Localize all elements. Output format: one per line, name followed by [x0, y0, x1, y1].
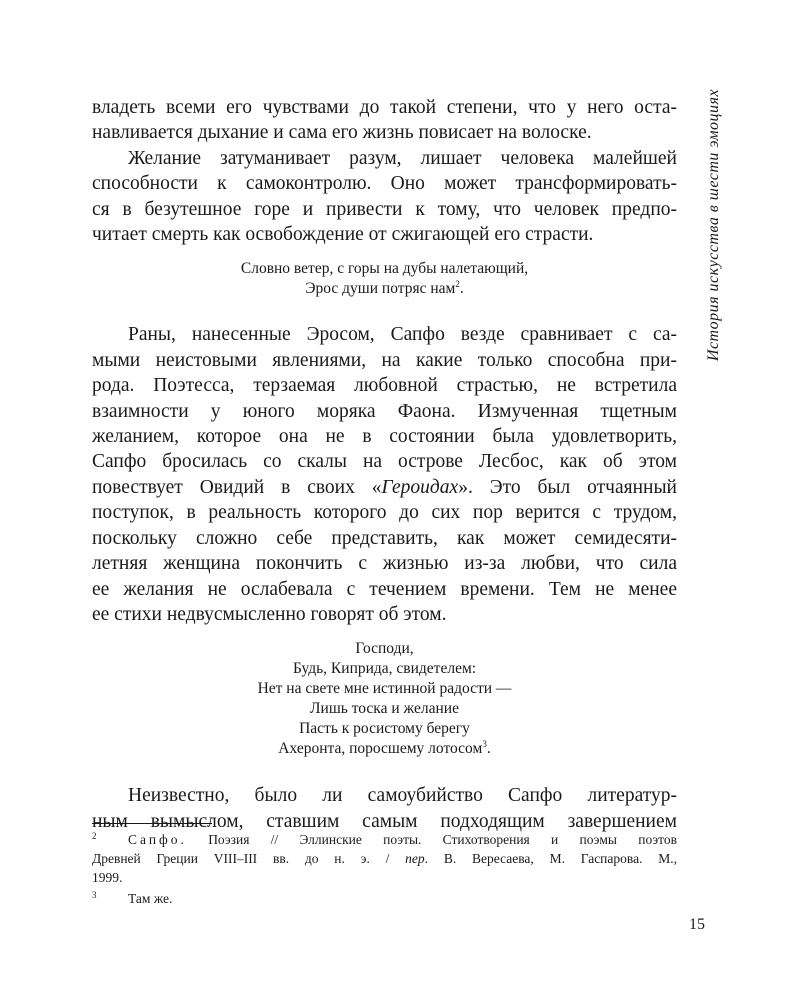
- verse-2: [92, 639, 677, 759]
- paragraph-1: [92, 95, 677, 146]
- text-line: ным вымыслом, ставшим самым подходящим завершением: [92, 810, 677, 832]
- running-head: [700, 88, 728, 362]
- verse-line: Ахеронта, поросшему лотосом$^3$.: [278, 739, 491, 758]
- text-line: ее стихи недвусмысленно говорят об этом.: [92, 603, 447, 625]
- text-line: Сапфо бросилась со скалы на острове Лесбос, как об этом: [92, 451, 677, 473]
- verse-line-text: Ахеронта, поросшему лотосом: [278, 740, 483, 758]
- text-line: Желание затуманивает разум, лишает человека малейшей: [128, 147, 677, 169]
- footnote-line: 1999.: [92, 870, 123, 885]
- footnote-divider: [92, 823, 212, 824]
- book-title: Героидах: [381, 476, 459, 498]
- main-text: [92, 95, 677, 834]
- verse-line: Эрос души потряс нам$^2$.: [305, 279, 464, 298]
- running-head-text: История искусства в шести эмоциях: [705, 88, 723, 362]
- footnote-number: 2: [92, 831, 97, 841]
- text-line: мыми неистовыми явлениями, на какие только способна при-: [92, 349, 677, 371]
- verse-1: [92, 259, 677, 299]
- text-line: навливается дыхание и сама его жизнь повисает на волоске.: [92, 122, 592, 144]
- footnote-2: [92, 830, 677, 887]
- verse-line: Лишь тоска и желание: [310, 700, 459, 718]
- verse-line: Господи,: [355, 640, 414, 658]
- verse-line: Нет на свете мне истинной радости —: [257, 680, 512, 698]
- page-number: 15: [689, 916, 705, 933]
- paragraph-4: [92, 783, 677, 834]
- text-line: владеть всеми его чувствами до такой степени, что у него оста-: [92, 97, 677, 118]
- footnote-ref-3[interactable]: 3: [482, 739, 487, 750]
- text-line: летняя женщина покончить с жизнью из-за любви, что сила: [92, 553, 677, 575]
- footnote-text: Поэзия // Эллинские поэты. Стихотворения и поэмы поэтов: [186, 832, 677, 847]
- footnote-italic: пер: [405, 851, 425, 866]
- text-line: желанием, которое она не в состоянии была удовлетворить,: [92, 426, 677, 448]
- footnote-line: Там же.: [128, 891, 173, 906]
- verse-line: Будь, Киприда, свидетелем:: [292, 660, 477, 678]
- verse-line: Словно ветер, с горы на дубы налетающий,: [240, 260, 529, 278]
- text-fragment: повествует Овидий в своих «: [92, 476, 382, 498]
- footnote-line: [128, 830, 677, 849]
- footnote-author: Сапфо.: [128, 832, 187, 847]
- text-line: [92, 475, 677, 500]
- text-line: ее желания не ослабевала с течением времени. Тем не менее: [92, 578, 677, 600]
- footnote-line: [92, 849, 677, 868]
- text-line: взаимности у юного моряка Фаона. Измученная тщетным: [92, 400, 677, 422]
- verse-line-text: Эрос души потряс нам: [305, 280, 456, 298]
- footnotes: [92, 830, 677, 908]
- text-fragment: ». Это был отчаянный: [458, 476, 677, 498]
- paragraph-2: [92, 146, 677, 248]
- text-line: ся в безутешное горе и привести к тому, что человек предпо-: [92, 198, 677, 220]
- text-line: рода. Поэтесса, терзаемая любовной страстью, не встретила: [92, 375, 677, 397]
- paragraph-3: [92, 322, 677, 627]
- footnote-3: [92, 889, 677, 908]
- text-line: поступок, в реальность которого до сих пор верится с трудом,: [92, 502, 677, 524]
- text-line: способности к самоконтролю. Оно может трансформировать-: [92, 173, 677, 195]
- text-line: читает смерть как освобождение от сжигающей его страсти.: [92, 224, 594, 246]
- text-line: Раны, нанесенные Эросом, Сапфо везде сравнивает с са-: [128, 324, 677, 346]
- footnote-ref-2[interactable]: 2: [455, 279, 460, 290]
- footnote-text: . В. Вересаева, М. Гаспарова. М.,: [424, 851, 677, 866]
- footnote-number: 3: [92, 890, 97, 900]
- text-line: поскольку сложно себе представить, как может семидесяти-: [92, 527, 677, 549]
- verse-line: Пасть к росистому берегу: [299, 720, 470, 738]
- text-line: Неизвестно, было ли самоубийство Сапфо литератур-: [128, 785, 677, 807]
- footnote-text: Древней Греции VIII–III вв. до н. э. /: [92, 851, 406, 866]
